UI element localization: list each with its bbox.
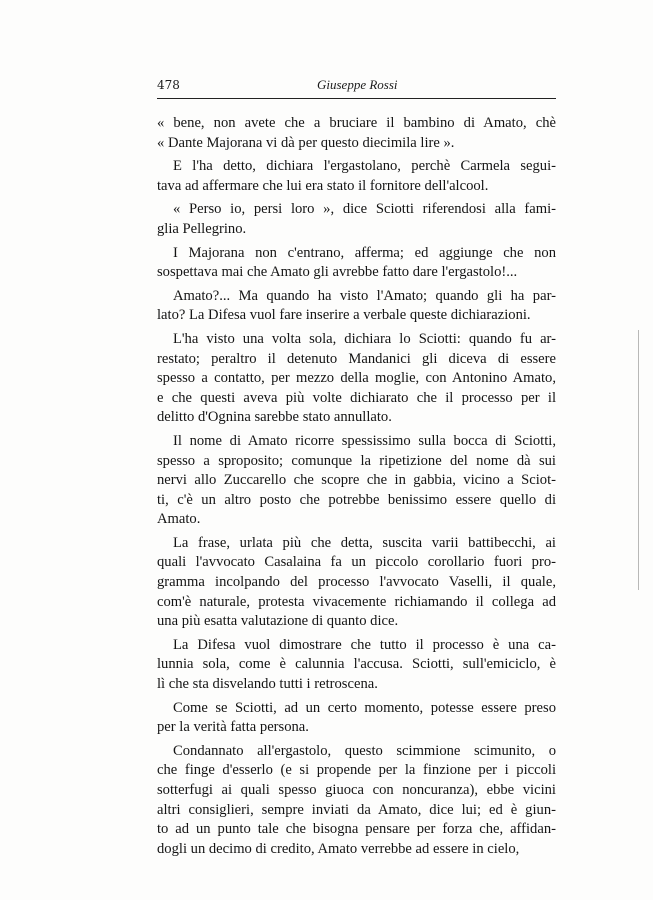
text-line: ti, c'è un altro posto che potrebbe benissimo essere quello di <box>157 491 556 508</box>
text-line: e che questi aveva più volte dichiarato che il processo per il <box>157 389 556 406</box>
text-line: spesso a sproposito; comunque la ripetizione del nome dà sui <box>157 452 556 469</box>
text-line: nervi allo Zuccarello che scopre che in gabbia, vicino a Sciot- <box>157 472 556 489</box>
text-line: La Difesa vuol dimostrare che tutto il processo è una ca- <box>173 636 556 653</box>
text-line: per la verità fatta persona. <box>157 719 309 736</box>
paragraph <box>157 287 556 326</box>
paragraph <box>157 699 556 738</box>
text-line: com'è naturale, protesta vivacemente richiamando il collega ad <box>157 593 556 610</box>
paragraph <box>157 432 556 530</box>
text-line: Amato?... Ma quando ha visto l'Amato; quando gli ha par- <box>173 287 556 304</box>
paragraph <box>157 534 556 632</box>
text-line: Come se Sciotti, ad un certo momento, potesse essere preso <box>173 699 556 716</box>
paragraph <box>157 330 556 428</box>
text-line: « Dante Majorana vi dà per questo diecimila lire ». <box>157 134 455 151</box>
text-line: una più esatta valutazione di quanto dice. <box>157 613 399 630</box>
text-line: altri consiglieri, sempre inviati da Amato, dice lui; ed è giun- <box>157 801 556 818</box>
text-line: tava ad affermare che lui era stato il fornitore dell'alcool. <box>157 177 489 194</box>
text-line: E l'ha detto, dichiara l'ergastolano, perchè Carmela segui- <box>173 158 556 175</box>
page-number: 478 <box>157 78 180 92</box>
paragraph <box>157 114 556 153</box>
text-line: lì che sta disvelando tutti i retroscena. <box>157 676 378 693</box>
text-line: lato? La Difesa vuol fare inserire a verbale queste dichiarazioni. <box>157 307 531 324</box>
text-line: Condannato all'ergastolo, questo scimmione scimunito, o <box>173 742 556 759</box>
text-line: Amato. <box>157 511 201 528</box>
text-line: lunnia sola, come è calunnia l'accusa. Sciotti, sull'emiciclo, è <box>157 656 556 673</box>
text-line: delitto d'Ognina sarebbe stato annullato. <box>157 409 392 426</box>
text-line: to ad un punto tale che bisogna pensare per forza che, affidan- <box>157 821 556 838</box>
text-line: che finge d'esserlo (e si propende per la finzione per i piccoli <box>157 762 556 779</box>
text-line: « Perso io, persi loro », dice Sciotti riferendosi alla fami- <box>173 201 556 218</box>
paragraph <box>157 157 556 196</box>
text-line: L'ha visto una volta sola, dichiara lo Sciotti: quando fu ar- <box>173 330 556 347</box>
text-line: restato; peraltro il detenuto Mandanici gli diceva di essere <box>157 350 556 367</box>
text-line: Il nome di Amato ricorre spessissimo sulla bocca di Sciotti, <box>173 432 556 449</box>
text-line: spesso a contatto, per mezzo della moglie, con Antonino Amato, <box>157 370 556 387</box>
text-line: sotterfugi ai quali spesso giuoca con noncuranza), ebbe vicini <box>157 782 556 798</box>
text-line: glia Pellegrino. <box>157 220 247 237</box>
text-line: gramma incolpando del processo l'avvocato Vaselli, il quale, <box>157 574 556 591</box>
scan-edge-shadow <box>638 330 639 590</box>
text-line: sospettava mai che Amato gli avrebbe fatto dare l'ergastolo!... <box>157 264 518 281</box>
text-line: I Majorana non c'entrano, afferma; ed aggiunge che non <box>173 244 556 261</box>
text-line: « bene, non avete che a bruciare il bambino di Amato, chè <box>157 115 556 131</box>
text-line: La frase, urlata più che detta, suscita varii battibecchi, ai <box>173 534 556 551</box>
running-title: Giuseppe Rossi <box>317 77 398 92</box>
paragraph <box>157 200 556 239</box>
paragraph <box>157 244 556 283</box>
paragraph <box>157 742 556 860</box>
text-line: quali l'avvocato Casalaina fa un piccolo corollario fuori pro- <box>157 554 556 571</box>
running-header <box>157 76 556 99</box>
body-text <box>157 114 556 859</box>
text-line: dogli un decimo di credito, Amato verrebbe ad essere in cielo, <box>157 840 520 857</box>
paragraph <box>157 636 556 695</box>
